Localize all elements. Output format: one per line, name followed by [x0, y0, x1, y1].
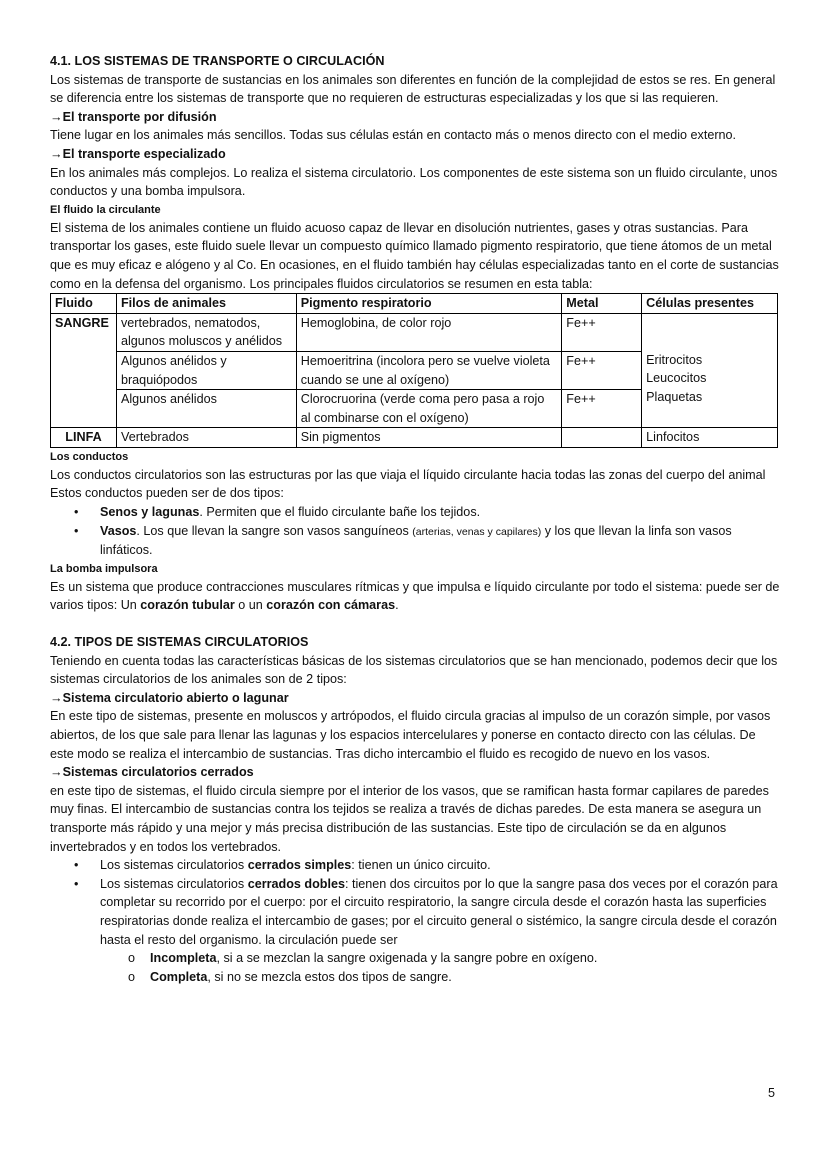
- table-header-row: [51, 294, 778, 314]
- bomba-bold: corazón con cámaras: [266, 598, 396, 613]
- fluido-paragraph: El sistema de los animales contiene un fluido acuoso capaz de llevar en disolución nutrientes, gases y otras sustancias. Para transportar los gases, este fluido suele llevar un compuesto químico llamado pigmento respiratorio, que tiene átomos de un metal que es muy eficaz e alógeno y al Co. En ocasiones, en el fluido también hay células especializadas tanto en el corte de sustancias como en la defensa del organismo. Los principales fluidos circulatorios se resumen en esta tabla:: [50, 220, 779, 291]
- section-heading-4-1: 4.1. LOS SISTEMAS DE TRANSPORTE O CIRCULACIÓN: [50, 54, 385, 68]
- fluido-heading: El fluido la circulante: [50, 203, 161, 216]
- cerrado-title: Sistemas circulatorios cerrados: [62, 765, 254, 780]
- circle-bullet-icon: o: [128, 969, 136, 984]
- table-cell: LINFA: [51, 428, 117, 448]
- arrow-icon: →: [50, 765, 63, 780]
- table-cell: vertebrados, nematodos, algunos moluscos y anélidos: [116, 313, 296, 351]
- intro-paragraph: Los sistemas de transporte de sustancias en los animales son diferentes en función de la complejidad de estos se res. En general se diferencia entre los sistemas de transporte que no requieren de estructuras especializadas y los que si las requieren.: [50, 72, 776, 106]
- bomba-bold: corazón tubular: [140, 598, 235, 613]
- dobles-bold: cerrados dobles: [247, 876, 345, 891]
- table-header: Filos de animales: [116, 294, 296, 314]
- dobles-text: Los sistemas circulatorios: [100, 876, 248, 891]
- especializado-paragraph: En los animales más complejos. Lo realiza el sistema circulatorio. Los componentes de este sistema son un fluido circulante, unos conductos y una bomba impulsora.: [50, 165, 778, 199]
- difusion-heading: [50, 108, 780, 127]
- circle-bullet-icon: o: [128, 951, 136, 966]
- cell-type: Eritrocitos: [646, 352, 703, 367]
- vasos-small: (arterias, venas y capilares): [412, 525, 542, 538]
- vasos-text: . Los que llevan la sangre son vasos sanguíneos: [136, 523, 413, 538]
- list-item: [50, 875, 780, 949]
- table-cell: Algunos anélidos: [116, 390, 296, 428]
- table-cell: Linfocitos: [642, 428, 778, 448]
- arrow-icon: →: [50, 146, 63, 161]
- table-cell: Clorocruorina (verde coma pero pasa a rojo al combinarse con el oxígeno): [296, 390, 562, 428]
- cerrado-heading: [50, 763, 780, 782]
- cerrado-list: [50, 856, 780, 949]
- arrow-icon: →: [50, 109, 63, 124]
- document-page: [50, 52, 780, 986]
- simples-text-2: : tienen un único circuito.: [351, 858, 491, 873]
- fluids-table: [50, 293, 778, 448]
- abierto-heading: [50, 689, 780, 708]
- conductos-paragraph: Los conductos circulatorios son las estructuras por las que viaja el líquido circulante hacia todas las zonas del cuerpo del animal Estos conductos pueden ser de dos tipos:: [50, 467, 766, 501]
- table-row: [51, 313, 778, 351]
- table-header: Fluido: [51, 294, 117, 314]
- table-header: Células presentes: [642, 294, 778, 314]
- list-item: [50, 522, 780, 560]
- incompleta-text: , si a se mezclan la sangre oxigenada y la sangre pobre en oxígeno.: [216, 951, 598, 966]
- list-item: [50, 949, 780, 968]
- cerrado-paragraph: en este tipo de sistemas, el fluido circula siempre por el interior de los vasos, que se ramifican hasta formar capilares de paredes muy finas. El intercambio de sustancias contra los tejidos se realiza a través de dichas paredes. De esta manera se asegura un transporte más rápido y una mejor y más precisa distribución de las sustancias. Este tipo de circulación se da en algunos invertebrados y en todos los vertebrados.: [50, 783, 769, 854]
- bullet-icon: •: [74, 876, 79, 891]
- arrow-icon: →: [50, 690, 63, 705]
- dobles-text-2: : tienen dos circuitos por lo que la sangre pasa dos veces por el corazón para completar su recorrido por el cuerpo: por el circuito respiratorio, la sangre circula desde el corazón hasta las superficies respiratorias donde realiza el intercambio de gases; por el circuito general o sistémico, la sangre circula desde el corazón hasta el resto del organismo. la circulación puede ser: [100, 876, 778, 947]
- list-item: [50, 856, 780, 875]
- page-number: 5: [768, 1086, 776, 1100]
- vasos-text-2: y los que llevan la linfa son vasos linfáticos.: [100, 523, 732, 558]
- completa-text: , si no se mezcla estos dos tipos de sangre.: [207, 969, 452, 984]
- abierto-title: Sistema circulatorio abierto o lagunar: [62, 690, 289, 705]
- list-item: [50, 968, 780, 987]
- bullet-icon: •: [74, 505, 79, 520]
- difusion-paragraph: Tiene lugar en los animales más sencillos. Todas sus células están en contacto más o menos directo con el medio externo.: [50, 128, 737, 143]
- table-cell-cells: [642, 313, 778, 428]
- bomba-text: .: [395, 598, 399, 613]
- especializado-title: El transporte especializado: [62, 146, 226, 161]
- table-cell: Fe++: [562, 390, 642, 428]
- tipos-intro: Teniendo en cuenta todas las características básicas de los sistemas circulatorios que se han mencionado, podemos decir que los sistemas circulatorios de los animales son de 2 tipos:: [50, 653, 778, 687]
- senos-text: . Permiten que el fluido circulante bañe los tejidos.: [199, 505, 481, 520]
- table-cell: Vertebrados: [116, 428, 296, 448]
- simples-bold: cerrados simples: [247, 858, 352, 873]
- simples-text: Los sistemas circulatorios: [100, 858, 248, 873]
- senos-bold: Senos y lagunas: [100, 505, 200, 520]
- cell-type: Plaquetas: [646, 389, 703, 404]
- table-cell: Hemoglobina, de color rojo: [296, 313, 562, 351]
- bomba-text: o un: [234, 598, 267, 613]
- abierto-paragraph: En este tipo de sistemas, presente en moluscos y artrópodos, el fluido circula gracias al impulso de un corazón simple, por vasos abiertos, de los que sale para llenar las lagunas y los espacios intercelulares y ponerse en contacto directo con las células. De este modo se realiza el intercambio de sustancias. Tras dicho intercambio el fluido es recogido de nuevo en los vasos.: [50, 709, 771, 761]
- table-cell: Sin pigmentos: [296, 428, 562, 448]
- table-cell: Fe++: [562, 351, 642, 389]
- table-cell: SANGRE: [51, 313, 117, 428]
- spacer: [50, 615, 780, 633]
- table-cell: Fe++: [562, 313, 642, 351]
- bullet-icon: •: [74, 858, 79, 873]
- conductos-list: [50, 503, 780, 560]
- table-row: [51, 428, 778, 448]
- list-item: [50, 503, 780, 522]
- vasos-bold: Vasos: [100, 523, 137, 538]
- difusion-title: El transporte por difusión: [62, 109, 217, 124]
- bomba-paragraph: [50, 578, 780, 615]
- table-cell: [562, 428, 642, 448]
- bomba-heading: La bomba impulsora: [50, 562, 158, 575]
- table-cell: Hemoeritrina (incolora pero se vuelve violeta cuando se une al oxígeno): [296, 351, 562, 389]
- table-header: Pigmento respiratorio: [296, 294, 562, 314]
- cell-type: Leucocitos: [646, 371, 707, 386]
- bomba-text: Es un sistema que produce contracciones musculares rítmicas y que impulsa e líquido circulante por todo el sistema: puede ser de varios tipos: Un: [50, 579, 780, 613]
- table-cell: Algunos anélidos y braquiópodos: [116, 351, 296, 389]
- conductos-heading: Los conductos: [50, 450, 129, 463]
- bullet-icon: •: [74, 523, 79, 538]
- incompleta-bold: Incompleta: [150, 951, 217, 966]
- section-heading-4-2: 4.2. TIPOS DE SISTEMAS CIRCULATORIOS: [50, 635, 309, 650]
- table-header: Metal: [562, 294, 642, 314]
- especializado-heading: [50, 145, 780, 164]
- completa-bold: Completa: [150, 969, 208, 984]
- circulacion-sublist: [50, 949, 780, 986]
